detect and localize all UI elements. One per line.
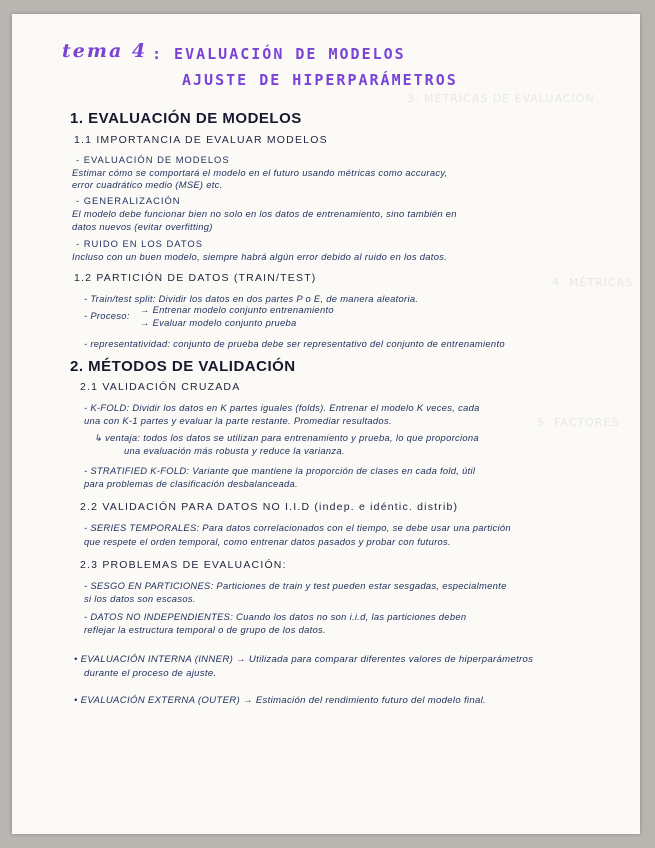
representativity-text: - representatividad: conjunto de prueba debe ser representativo del conjunto de entrenamiento (84, 338, 505, 349)
process-step-train: → Entrenar modelo conjunto entrenamiento (140, 304, 334, 315)
subsection-2-3-heading: 2.3 PROBLEMAS DE EVALUACIÓN: (80, 559, 287, 571)
noise-text: Incluso con un buen modelo, siempre habrá algún error debido al ruido en los datos. (72, 251, 448, 262)
outer-evaluation-line: • EVALUACIÓN EXTERNA (OUTER) → Estimación del rendimiento futuro del modelo final. (74, 695, 487, 706)
process-step-test: → Evaluar modelo conjunto prueba (140, 317, 297, 328)
tema-label: tema 4 (62, 40, 148, 62)
kfold-advantage-line2: una evaluación más robusta y reduce la varianza. (124, 445, 345, 456)
kfold-advantage-line1: ↳ ventaja: todos los datos se utilizan para entrenamiento y prueba, lo que proporciona (94, 432, 479, 443)
section-1-heading: 1. EVALUACIÓN DE MODELOS (70, 110, 302, 127)
stratified-kfold-line1: - STRATIFIED K-FOLD: Variante que mantiene la proporción de clases en cada fold, útil (84, 465, 476, 476)
inner-evaluation-line2: durante el proceso de ajuste. (84, 668, 217, 679)
subsection-2-2-heading: 2.2 VALIDACIÓN PARA DATOS NO I.I.D (indep. e idéntic. distrib) (80, 501, 459, 513)
kfold-text-line2: una con K-1 partes y evaluar la parte restante. Promediar resultados. (84, 415, 392, 426)
bleed-through-text: 4. MÉTRICAS (552, 276, 634, 289)
partition-bias-line2: si los datos son escasos. (84, 593, 196, 604)
page-title-line2: AJUSTE DE HIPERPARÁMETROS (182, 71, 458, 89)
bleed-through-text: 3. MÉTRICAS DE EVALUACIÓN (407, 92, 595, 105)
noise-label: - RUIDO EN LOS DATOS (76, 238, 203, 249)
eval-label: - EVALUACIÓN DE MODELOS (76, 154, 230, 165)
generalization-label: - GENERALIZACIÓN (76, 195, 181, 206)
train-test-split-text: - Train/test split: Dividir los datos en dos partes P o E, de manera aleatoria. (84, 293, 419, 304)
section-2-heading: 2. MÉTODOS DE VALIDACIÓN (70, 358, 296, 375)
eval-text-line1: Estimar cómo se comportará el modelo en el futuro usando métricas como accuracy, (72, 167, 448, 178)
page-title-line1: : EVALUACIÓN DE MODELOS (152, 45, 406, 63)
kfold-text-line1: - K-FOLD: Dividir los datos en K partes iguales (folds). Entrenar el modelo K veces, cada (84, 402, 480, 413)
subsection-1-1-heading: 1.1 IMPORTANCIA DE EVALUAR MODELOS (74, 134, 328, 146)
time-series-line2: que respete el orden temporal, como entrenar datos pasados y probar con futuros. (84, 536, 451, 547)
subsection-1-2-heading: 1.2 PARTICIÓN DE DATOS (TRAIN/TEST) (74, 272, 317, 284)
stratified-kfold-line2: para problemas de clasificación desbalanceada. (84, 478, 298, 489)
non-independent-line1: - DATOS NO INDEPENDIENTES: Cuando los datos no son i.i.d, las particiones deben (84, 611, 467, 622)
generalization-text-line1: El modelo debe funcionar bien no solo en los datos de entrenamiento, sino también en (72, 208, 457, 219)
subsection-2-1-heading: 2.1 VALIDACIÓN CRUZADA (80, 381, 241, 393)
eval-text-line2: error cuadrático medio (MSE) etc. (72, 179, 223, 190)
notebook-page (12, 14, 640, 834)
inner-evaluation-line1: • EVALUACIÓN INTERNA (INNER) → Utilizada para comparar diferentes valores de hiperparámetros (74, 654, 534, 665)
non-independent-line2: reflejar la estructura temporal o de grupo de los datos. (84, 624, 326, 635)
generalization-text-line2: datos nuevos (evitar overfitting) (72, 221, 213, 232)
process-label: - Proceso: (84, 310, 130, 321)
time-series-line1: - SERIES TEMPORALES: Para datos correlacionados con el tiempo, se debe usar una partición (84, 522, 511, 533)
bleed-through-text: 5. FACTORES (537, 416, 620, 429)
partition-bias-line1: - SESGO EN PARTICIONES: Particiones de train y test pueden estar sesgadas, especialmente (84, 580, 507, 591)
